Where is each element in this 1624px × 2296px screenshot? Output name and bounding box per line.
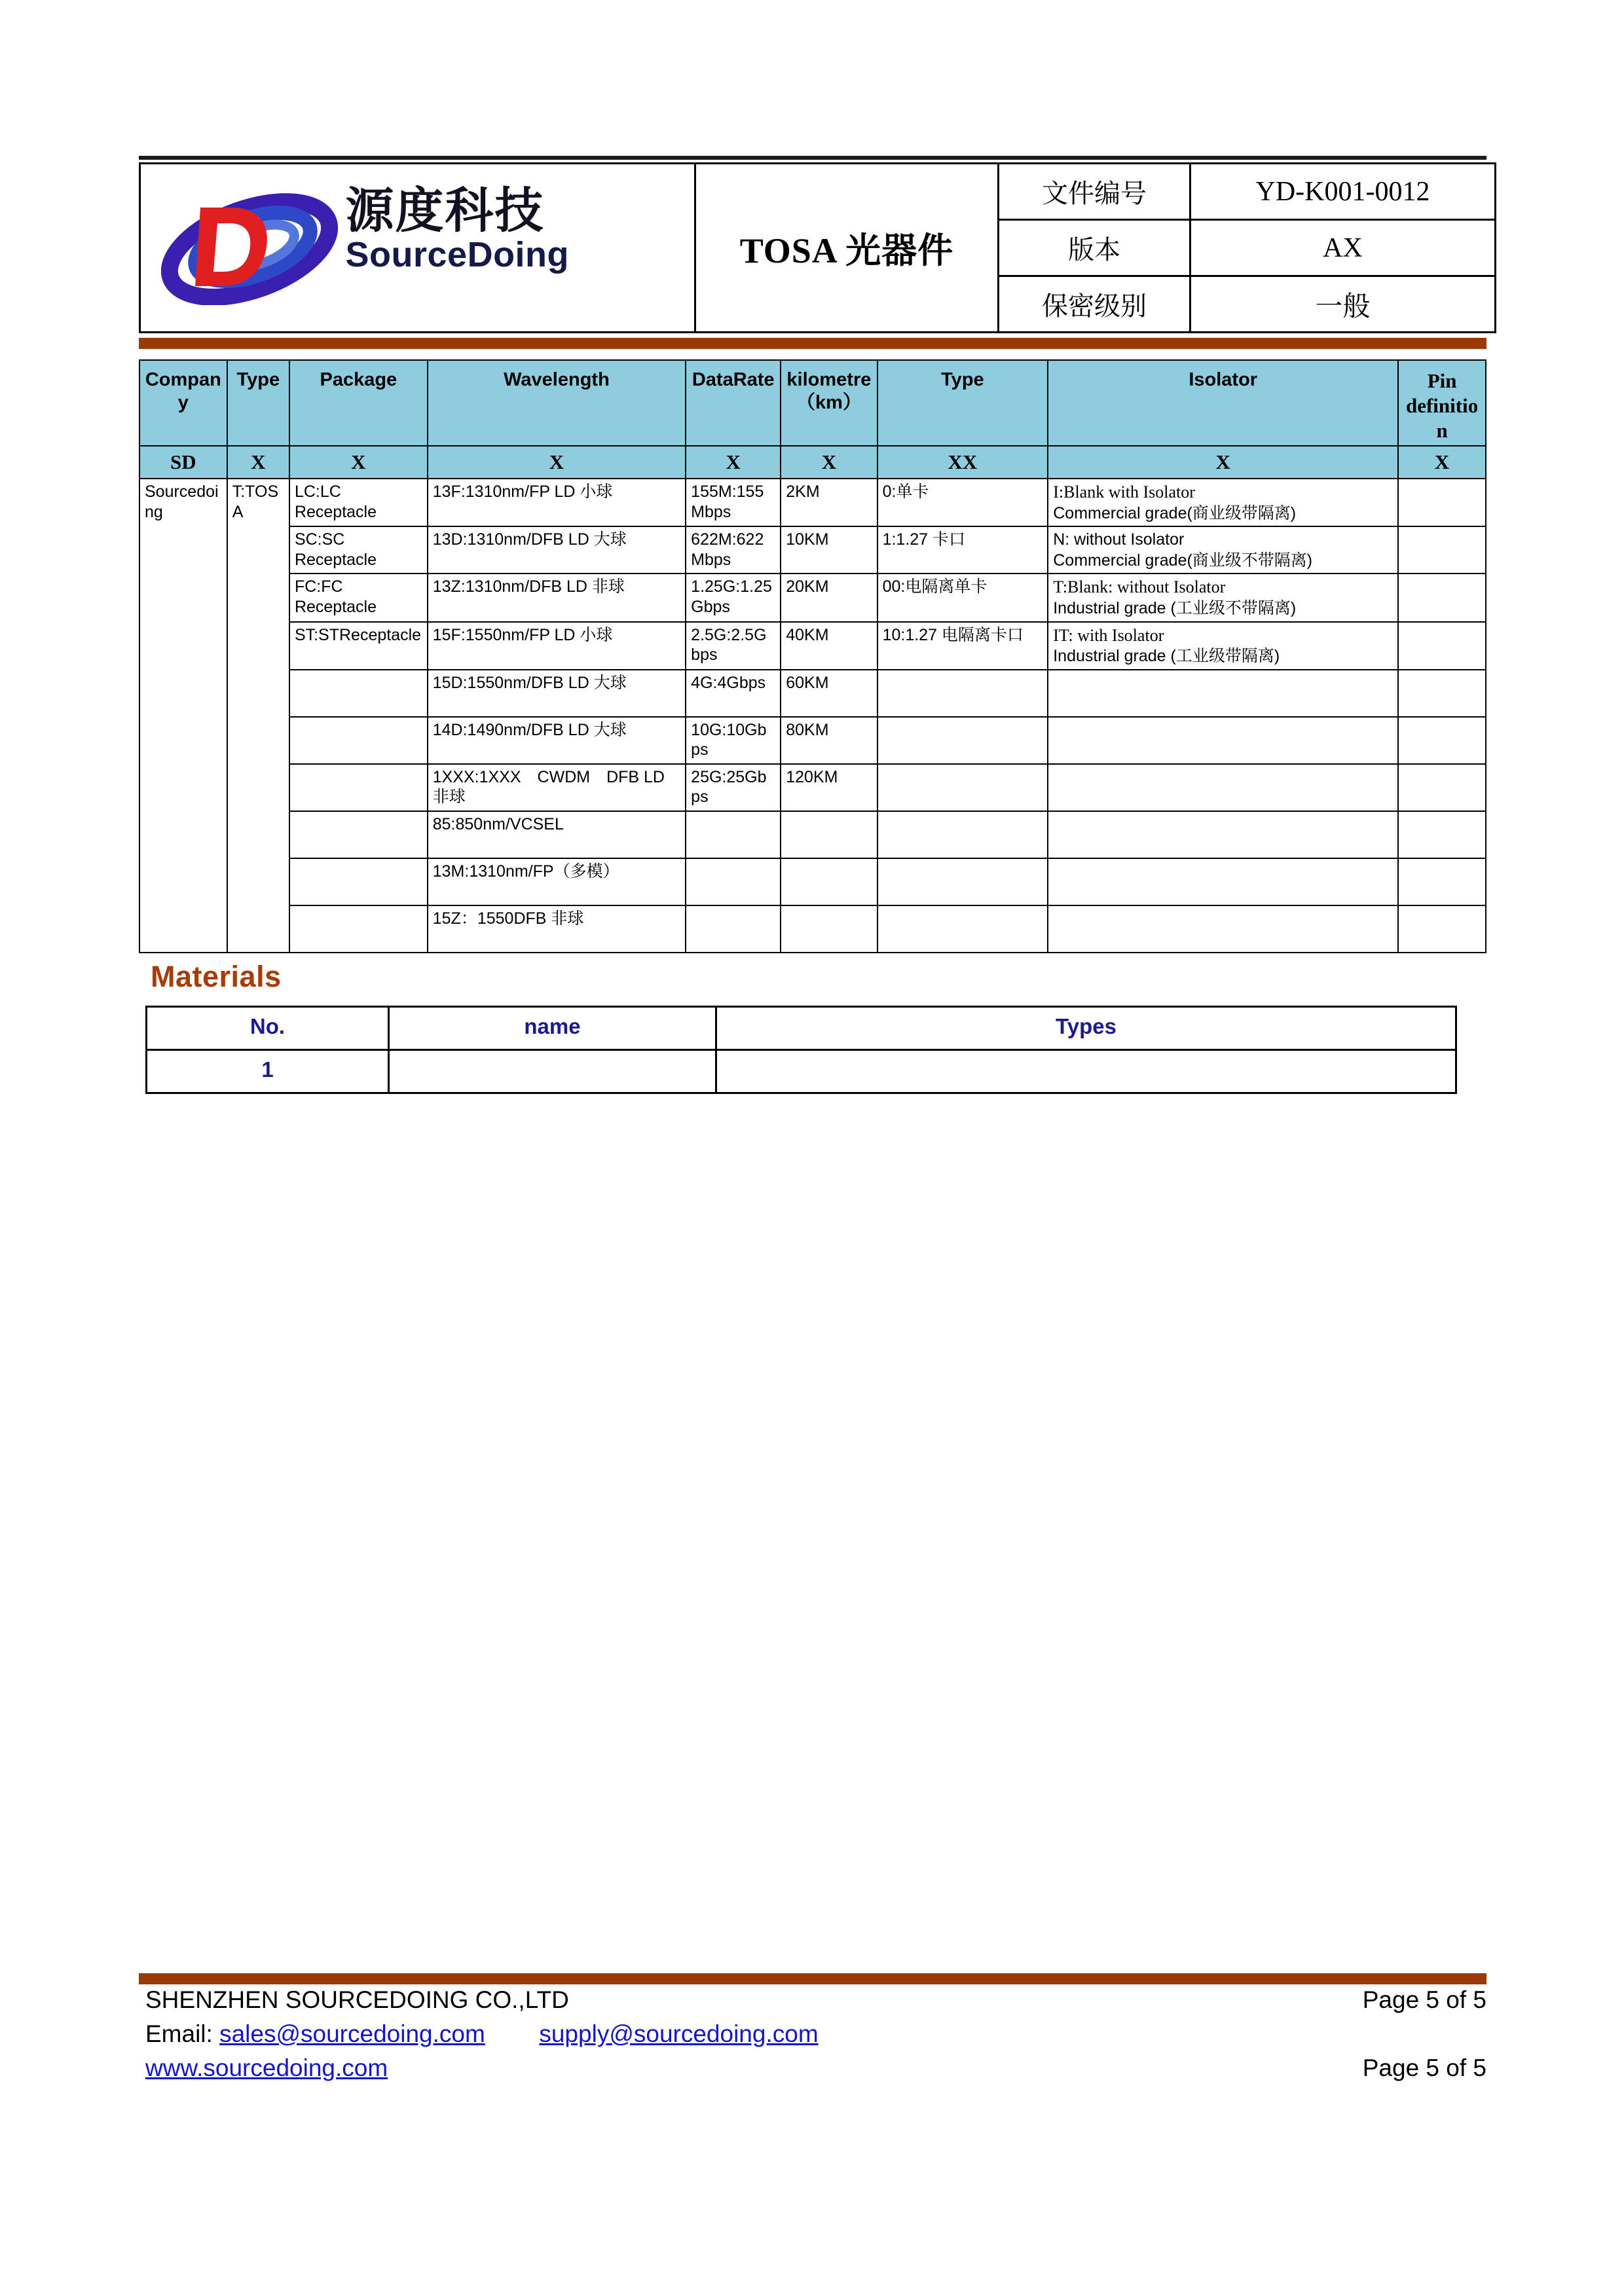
cell-datarate-3: 1.25G:1.25 Gbps	[686, 574, 781, 621]
cell-isolator-8	[1048, 811, 1398, 858]
table-row	[139, 905, 1486, 953]
col-header-company: Company	[139, 360, 227, 446]
cell-wavelength-6: 14D:1490nm/DFB LD 大球	[428, 717, 686, 764]
col-header-package: Package	[289, 360, 428, 446]
cell-pin-definition-4	[1398, 622, 1486, 670]
cell-pin-definition-6	[1398, 717, 1486, 764]
logo-cell	[140, 164, 695, 333]
footer-email-sales-link[interactable]: sales@sourcedoing.com	[219, 2020, 485, 2047]
table-row	[139, 526, 1486, 574]
meta-label-doc-number: 文件编号	[999, 164, 1190, 220]
footer-row-email	[145, 2022, 1486, 2056]
meta-value-version: AX	[1190, 220, 1496, 276]
page-footer	[145, 1988, 1486, 2090]
col-header-type2: Type	[877, 360, 1048, 446]
cell-isolator-2	[1048, 526, 1398, 574]
isolator-1-line1: I:Blank with Isolator	[1053, 483, 1195, 502]
isolator-4-line2: Industrial grade (工业级带隔离)	[1053, 647, 1280, 666]
code-isolator: X	[1048, 446, 1398, 479]
isolator-3-line2: Industrial grade (工业级不带隔离)	[1053, 599, 1297, 618]
cell-wavelength-8: 85:850nm/VCSEL	[428, 811, 686, 858]
cell-isolator-9	[1048, 858, 1398, 905]
code-type: X	[227, 446, 289, 479]
cell-type2-6	[877, 717, 1048, 764]
col-header-pin-definition: Pin definition	[1398, 360, 1486, 446]
cell-wavelength-2: 13D:1310nm/DFB LD 大球	[428, 526, 686, 574]
cell-pin-definition-3	[1398, 574, 1486, 621]
cell-isolator-5	[1048, 670, 1398, 717]
code-company: SD	[139, 446, 227, 479]
cell-datarate-4: 2.5G:2.5Gbps	[686, 622, 781, 670]
cell-wavelength-1: 13F:1310nm/FP LD 小球	[428, 479, 686, 526]
col-header-datarate: DataRate	[686, 360, 781, 446]
cell-package-7	[289, 764, 428, 811]
cell-package-10	[289, 905, 428, 953]
code-wavelength: X	[428, 446, 686, 479]
isolator-1-line2: Commercial grade(商业级带隔离)	[1053, 503, 1297, 522]
cell-type2-8	[877, 811, 1048, 858]
footer-row-website	[145, 2056, 1486, 2090]
materials-heading: Materials	[151, 960, 282, 993]
cell-datarate-2: 622M:622 Mbps	[686, 526, 781, 574]
table-row	[139, 811, 1486, 858]
cell-type2-5	[877, 670, 1048, 717]
cell-package-6	[289, 717, 428, 764]
cell-package-8	[289, 811, 428, 858]
table-row	[139, 764, 1486, 811]
footer-email-line	[145, 2022, 819, 2046]
code-kilometre: X	[781, 446, 877, 479]
col-header-type: Type	[227, 360, 289, 446]
cell-pin-definition-8	[1398, 811, 1486, 858]
table-row	[139, 670, 1486, 717]
footer-email-label: Email:	[145, 2020, 213, 2047]
cell-datarate-7: 25G:25Gbps	[686, 764, 781, 811]
cell-pin-definition-10	[1398, 905, 1486, 953]
materials-cell-name-1	[389, 1050, 716, 1093]
cell-isolator-6	[1048, 717, 1398, 764]
cell-type2-1: 0:单卡	[877, 479, 1048, 526]
meta-value-confidentiality: 一般	[1190, 276, 1496, 333]
cell-datarate-9	[686, 858, 781, 905]
meta-label-version: 版本	[999, 220, 1190, 276]
materials-header-row	[147, 1007, 1456, 1050]
cell-kilometre-5: 60KM	[781, 670, 877, 717]
cell-wavelength-9: 13M:1310nm/FP（多模）	[428, 858, 686, 905]
col-header-wavelength: Wavelength	[428, 360, 686, 446]
code-type2: XX	[877, 446, 1048, 479]
document-title: TOSA 光器件	[695, 164, 999, 333]
footer-page-number-bottom: Page 5 of 5	[1362, 2054, 1486, 2081]
cell-kilometre-2: 10KM	[781, 526, 877, 574]
logo	[149, 183, 686, 314]
col-header-kilometre: kilometre（km）	[781, 360, 877, 446]
cell-company: Sourcedoing	[139, 479, 227, 953]
cell-kilometre-9	[781, 858, 877, 905]
cell-wavelength-10: 15Z：1550DFB 非球	[428, 905, 686, 953]
materials-col-header-types: Types	[716, 1007, 1456, 1050]
document-header-table	[139, 162, 1496, 333]
cell-isolator-1	[1048, 479, 1398, 526]
sourcedoing-logo-mark	[161, 191, 338, 305]
cell-datarate-1: 155M:155 Mbps	[686, 479, 781, 526]
cell-type2-2: 1:1.27 卡口	[877, 526, 1048, 574]
cell-wavelength-7: 1XXX:1XXX CWDM DFB LD 非球	[428, 764, 686, 811]
isolator-2-line2: Commercial grade(商业级不带隔离)	[1053, 551, 1313, 570]
cell-pin-definition-1	[1398, 479, 1486, 526]
cell-datarate-5: 4G:4Gbps	[686, 670, 781, 717]
cell-datarate-10	[686, 905, 781, 953]
cell-pin-definition-7	[1398, 764, 1486, 811]
cell-pin-definition-5	[1398, 670, 1486, 717]
header-top-rule	[139, 156, 1486, 160]
spec-code-row	[139, 446, 1486, 479]
cell-package-3: FC:FC Receptacle	[289, 574, 428, 621]
cell-isolator-7	[1048, 764, 1398, 811]
cell-isolator-3	[1048, 574, 1398, 621]
materials-cell-types-1	[716, 1050, 1456, 1093]
cell-kilometre-8	[781, 811, 877, 858]
cell-kilometre-1: 2KM	[781, 479, 877, 526]
spec-header-row	[139, 360, 1486, 446]
materials-table	[145, 1006, 1457, 1094]
table-row	[139, 858, 1486, 905]
isolator-4-line1: IT: with Isolator	[1053, 625, 1164, 645]
tosa-spec-table	[139, 359, 1486, 953]
cell-pin-definition-9	[1398, 858, 1486, 905]
table-row	[139, 479, 1486, 526]
materials-cell-no-1: 1	[147, 1050, 389, 1093]
cell-package-4: ST:STReceptacle	[289, 622, 428, 670]
table-row	[139, 622, 1486, 670]
cell-pin-definition-2	[1398, 526, 1486, 574]
cell-datarate-6: 10G:10Gbps	[686, 717, 781, 764]
cell-kilometre-7: 120KM	[781, 764, 877, 811]
meta-label-confidentiality: 保密级别	[999, 276, 1190, 333]
cell-package-9	[289, 858, 428, 905]
code-datarate: X	[686, 446, 781, 479]
table-row	[139, 574, 1486, 621]
cell-kilometre-10	[781, 905, 877, 953]
cell-isolator-4	[1048, 622, 1398, 670]
isolator-2-line1: N: without Isolator	[1053, 530, 1185, 549]
cell-type: T:TOSA	[227, 479, 289, 953]
meta-value-doc-number: YD-K001-0012	[1190, 164, 1496, 220]
code-package: X	[289, 446, 428, 479]
cell-kilometre-6: 80KM	[781, 717, 877, 764]
cell-type2-3: 00:电隔离单卡	[877, 574, 1048, 621]
logo-chinese-name: 源度科技	[345, 182, 545, 239]
cell-type2-9	[877, 858, 1048, 905]
cell-wavelength-3: 13Z:1310nm/DFB LD 非球	[428, 574, 686, 621]
col-header-isolator: Isolator	[1048, 360, 1398, 446]
footer-accent-rule	[139, 1973, 1486, 1984]
cell-wavelength-4: 15F:1550nm/FP LD 小球	[428, 622, 686, 670]
cell-datarate-8	[686, 811, 781, 858]
cell-type2-7	[877, 764, 1048, 811]
cell-wavelength-5: 15D:1550nm/DFB LD 大球	[428, 670, 686, 717]
cell-kilometre-3: 20KM	[781, 574, 877, 621]
cell-kilometre-4: 40KM	[781, 622, 877, 670]
footer-page-number-top: Page 5 of 5	[1362, 1986, 1486, 2013]
materials-col-header-no: No.	[147, 1007, 389, 1050]
header-row-1	[140, 164, 1496, 220]
cell-package-1: LC:LC Receptacle	[289, 479, 428, 526]
cell-package-5	[289, 670, 428, 717]
footer-row-company	[145, 1988, 1486, 2022]
table-row	[139, 717, 1486, 764]
logo-text	[345, 182, 673, 274]
footer-email-supply-link[interactable]: supply@sourcedoing.com	[539, 2020, 819, 2047]
table-row	[147, 1050, 1456, 1093]
cell-package-2: SC:SC Receptacle	[289, 526, 428, 574]
footer-company-name: SHENZHEN SOURCEDOING CO.,LTD	[145, 1986, 569, 2013]
isolator-3-line1: T:Blank: without Isolator	[1053, 577, 1226, 597]
cell-type2-4: 10:1.27 电隔离卡口	[877, 622, 1048, 670]
header-accent-rule	[139, 338, 1486, 349]
logo-english-name: SourceDoing	[345, 234, 570, 274]
materials-col-header-name: name	[389, 1007, 716, 1050]
cell-type2-10	[877, 905, 1048, 953]
cell-isolator-10	[1048, 905, 1398, 953]
code-pin-definition: X	[1398, 446, 1486, 479]
footer-website-link[interactable]: www.sourcedoing.com	[145, 2054, 388, 2081]
